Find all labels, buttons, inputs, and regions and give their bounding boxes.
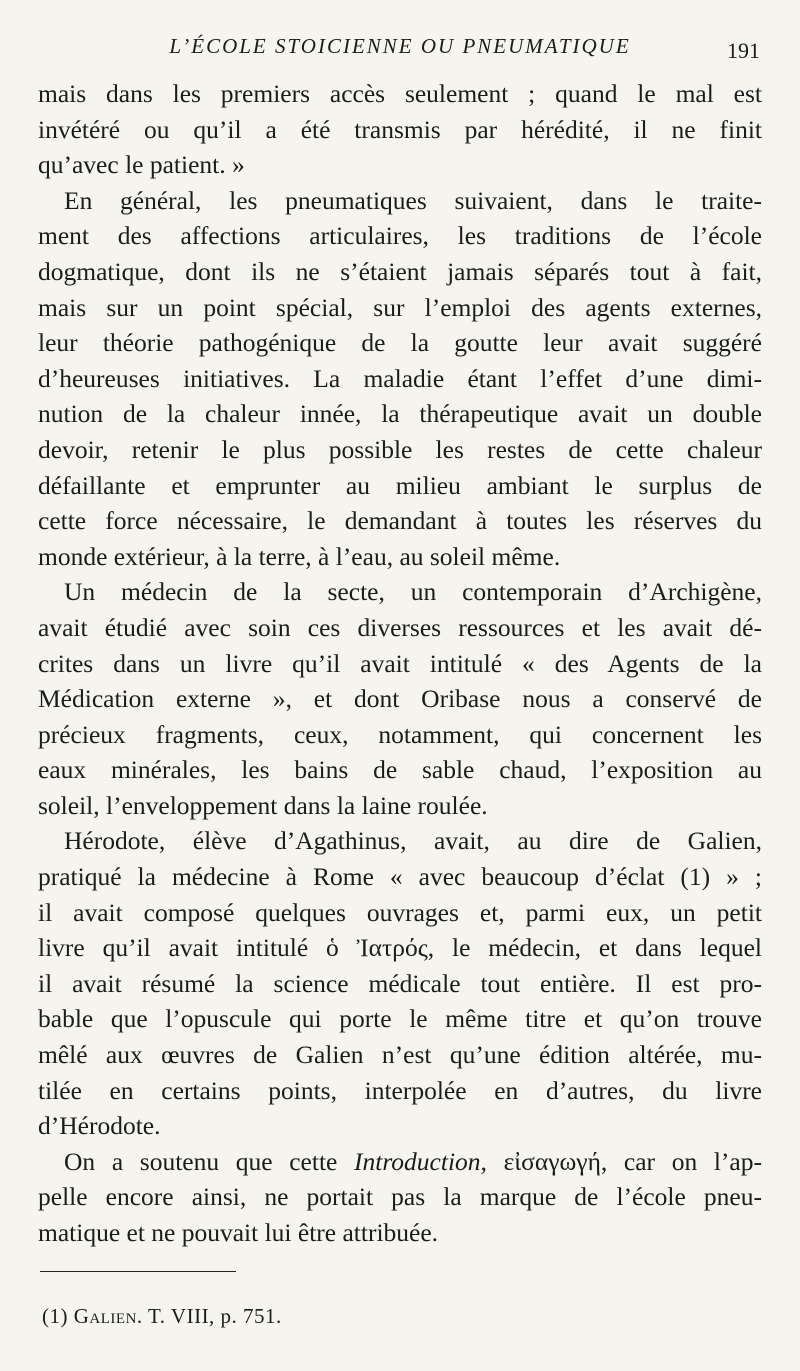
text-line: qu’avec le patient. »: [38, 150, 245, 180]
text-line: soleil, l’enveloppement dans la laine roulée.: [38, 790, 488, 820]
text-line: pelle encore ainsi, ne portait pas la marque de l’école pneu-: [38, 1182, 762, 1212]
footnote-reference: . T. VIII, p. 751.: [136, 1304, 282, 1328]
text-line: défaillante et emprunter au milieu ambiant le surplus de: [38, 470, 762, 500]
text-fragment: On a soutenu que cette: [64, 1146, 354, 1176]
text-line: dogmatique, dont ils ne s’étaient jamais séparés tout à fait,: [38, 256, 762, 286]
text-line: pratiqué la médecine à Rome « avec beaucoup d’éclat (1) » ;: [38, 862, 762, 892]
text-line: mais dans les premiers accès seulement ; quand le mal est: [38, 79, 762, 108]
text-line: précieux fragments, ceux, notamment, qui concernent les: [38, 719, 762, 749]
text-line: cette force nécessaire, le demandant à toutes les réserves du: [38, 506, 762, 536]
italic-title: Introduction,: [354, 1146, 487, 1176]
footnote-marker: (1): [42, 1304, 74, 1328]
text-fragment: εἰσαγωγή, car on l’ap-: [486, 1146, 762, 1176]
text-line: tilée en certains points, interpolée en d’autres, du livre: [38, 1075, 762, 1105]
text-line: d’heureuses initiatives. La maladie étant l’effet d’une dimi-: [38, 363, 762, 393]
text-line: invétéré ou qu’il a été transmis par hérédité, il ne finit: [38, 114, 762, 144]
text-line: livre qu’il avait intitulé ὁ Ἰατρός, le médecin, et dans lequel: [38, 933, 762, 963]
text-line: En général, les pneumatiques suivaient, dans le traite-: [64, 185, 762, 215]
text-line: crites dans un livre qu’il avait intitulé « des Agents de la: [38, 648, 762, 678]
text-line: devoir, retenir le plus possible les restes de cette chaleur: [38, 434, 762, 464]
text-line: Médication externe », et dont Oribase nous a conservé de: [38, 684, 762, 714]
text-line: leur théorie pathogénique de la goutte leur avait suggéré: [38, 328, 762, 358]
text-line: mêlé aux œuvres de Galien n’est qu’une édition altérée, mu-: [38, 1040, 762, 1070]
text-line: monde extérieur, à la terre, à l’eau, au soleil même.: [38, 541, 561, 571]
page-number: 191: [727, 38, 760, 63]
text-line: Hérodote, élève d’Agathinus, avait, au dire de Galien,: [64, 826, 762, 856]
text-line: il avait résumé la science médicale tout entière. Il est pro-: [38, 968, 762, 998]
text-line: il avait composé quelques ouvrages et, parmi eux, un petit: [38, 897, 762, 927]
body-text: [38, 76, 762, 1251]
text-line: d’Hérodote.: [38, 1111, 161, 1141]
text-line: avait étudié avec soin ces diverses ressources et les avait dé-: [38, 612, 762, 642]
text-line: eaux minérales, les bains de sable chaud, l’exposition au: [38, 755, 762, 785]
text-line: nution de la chaleur innée, la thérapeutique avait un double: [38, 399, 762, 429]
text-line: ment des affections articulaires, les traditions de l’école: [38, 221, 762, 251]
running-title: L’ÉCOLE STOICIENNE OU PNEUMATIQUE: [169, 34, 631, 58]
text-line: matique et ne pouvait lui être attribuée.: [38, 1218, 439, 1247]
text-line: [38, 1144, 762, 1180]
text-line: Un médecin de la secte, un contemporain d’Archigène,: [64, 577, 762, 607]
text-line: mais sur un point spécial, sur l’emploi des agents externes,: [38, 292, 762, 322]
footnote: [42, 1304, 282, 1329]
text-line: bable que l’opuscule qui porte le même titre et qu’on trouve: [38, 1004, 762, 1034]
page-header: [0, 34, 800, 64]
footnote-rule: [40, 1271, 236, 1272]
footnote-author: Galien: [73, 1304, 137, 1328]
